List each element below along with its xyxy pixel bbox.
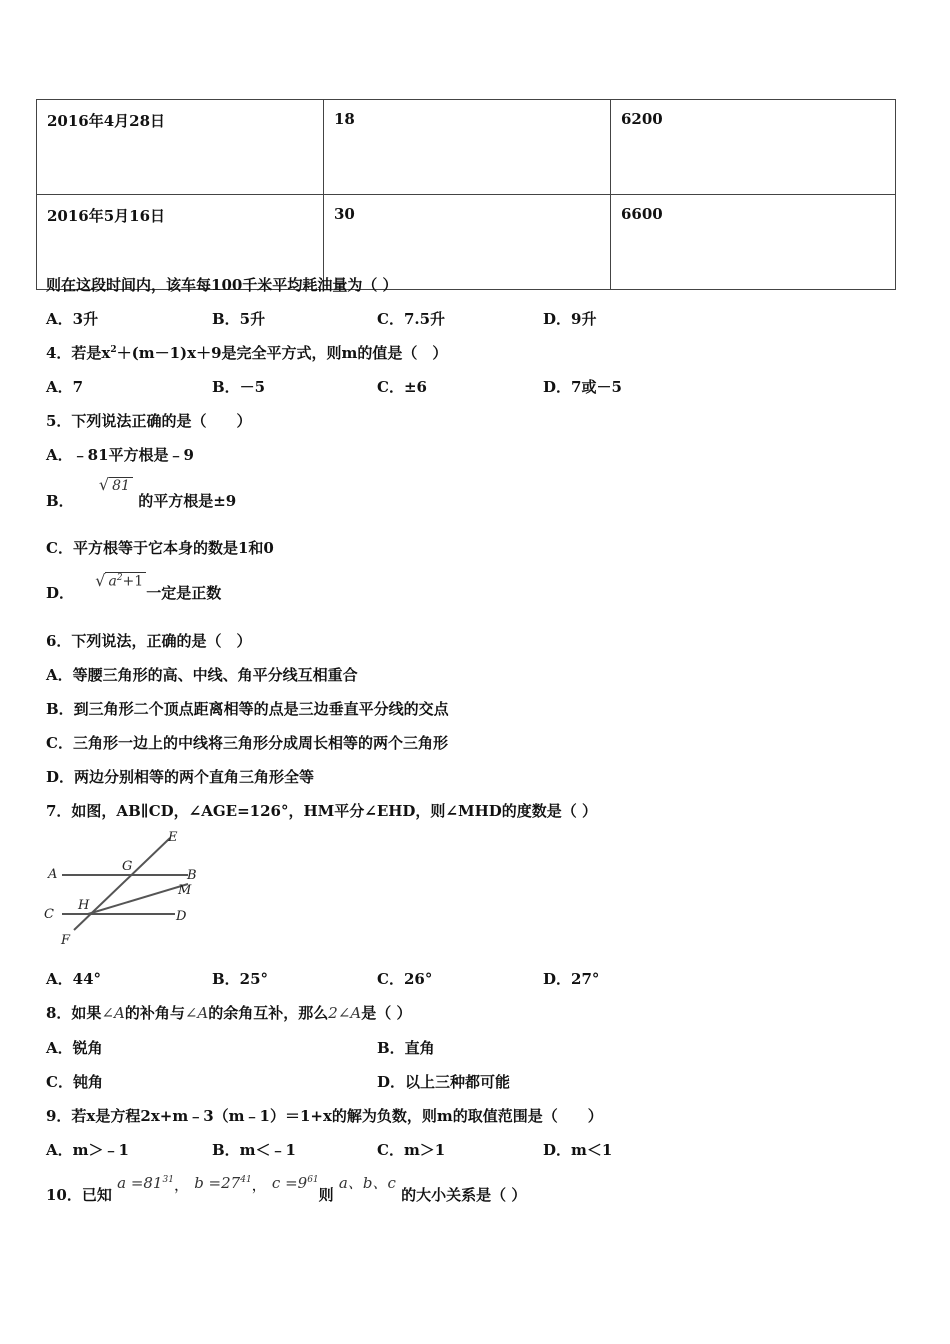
data-table <box>36 99 896 290</box>
label-a: A <box>48 867 58 882</box>
q5-option-c: C．平方根等于它本身的数是1和0 <box>46 539 274 557</box>
label-d: D <box>176 909 187 924</box>
q5-option-a: A．﹣81平方根是﹣9 <box>46 446 194 464</box>
expr-vars: a、b、c <box>338 1174 396 1192</box>
q4-option-a: A．7 <box>46 378 84 396</box>
line-hm <box>88 884 188 914</box>
expr-b: $b =27^{41}$ <box>194 1174 252 1192</box>
q4-option-d: D．7或－5 <box>543 378 622 396</box>
q3-option-d: D．9升 <box>543 310 597 328</box>
table-cell-mileage: 6600 <box>611 195 896 290</box>
label-g: G <box>122 859 133 874</box>
q8-option-d: D．以上三种都可能 <box>377 1073 511 1091</box>
q9-option-a: A．m＞﹣1 <box>46 1141 129 1159</box>
q3-stem: 则在这段时间内，该车每100千米平均耗油量为（ ） <box>46 276 398 294</box>
q3-option-a: A．3升 <box>46 310 99 328</box>
q6-stem: 6．下列说法，正确的是（ ） <box>46 632 252 650</box>
label-e: E <box>168 830 178 845</box>
sqrt-81: √ 81 <box>99 475 133 494</box>
label-m: M <box>178 883 192 898</box>
q8-stem: 8．如果∠A的补角与∠A的余角互补，那么2∠A是（ ） <box>46 1004 412 1022</box>
q7-geometry-figure <box>40 828 210 950</box>
q7-option-a: A．44° <box>46 970 102 988</box>
table-cell-fuel: 18 <box>324 100 611 195</box>
q6-option-c: C．三角形一边上的中线将三角形分成周长相等的两个三角形 <box>46 734 448 752</box>
q7-option-c: C．26° <box>377 970 433 988</box>
q9-option-d: D．m＜1 <box>543 1141 613 1159</box>
expr-a: $a =81^{31}$ <box>117 1174 174 1192</box>
q4-option-c: C．±6 <box>377 378 427 396</box>
label-c: C <box>44 907 54 922</box>
label-h: H <box>78 898 90 913</box>
q3-option-c: C．7.5升 <box>377 310 446 328</box>
q6-option-b: B．到三角形二个顶点距离相等的点是三边垂直平分线的交点 <box>46 700 449 718</box>
table-cell-mileage: 6200 <box>611 100 896 195</box>
q4-stem: 4．若是$x^2+(m-1)x+9$是完全平方式，则m的值是（ ） <box>46 344 448 362</box>
q6-option-d: D．两边分别相等的两个直角三角形全等 <box>46 768 315 786</box>
q9-option-b: B．m＜﹣1 <box>212 1141 296 1159</box>
expr-c: $c =9^{61}$ <box>271 1174 319 1192</box>
q8-option-b: B．直角 <box>377 1039 435 1057</box>
label-b: B <box>187 868 197 883</box>
q7-stem: 7．如图，AB∥CD，∠AGE=126°，HM平分∠EHD，则∠MHD的度数是（ ） <box>46 802 598 820</box>
q6-option-a: A．等腰三角形的高、中线、角平分线互相重合 <box>46 666 358 684</box>
table-row <box>37 100 896 195</box>
q5-stem: 5．下列说法正确的是（ ） <box>46 412 252 430</box>
q9-stem: 9．若x是方程2x+m﹣3（m﹣1）＝1+x的解为负数，则m的取值范围是（ ） <box>46 1107 603 1125</box>
q8-option-a: A．锐角 <box>46 1039 103 1057</box>
q9-option-c: C．m＞1 <box>377 1141 446 1159</box>
q8-option-c: C．钝角 <box>46 1073 103 1091</box>
line-ef <box>74 838 170 930</box>
table-cell-date: 2016年4月28日 <box>37 100 324 195</box>
q5-option-d: D． √ $a^2+1$一定是正数 <box>46 571 222 602</box>
sqrt-a2-plus-1: √ $a^2+1$ <box>95 571 146 590</box>
label-f: F <box>61 933 71 948</box>
q7-option-d: D．27° <box>543 970 600 988</box>
q4-option-b: B．－5 <box>212 378 266 396</box>
table-cell-fuel: 30 <box>324 195 611 290</box>
q5-option-b: B． √ 81 的平方根是±9 <box>46 475 237 510</box>
q10-stem: 10．已知 $a =81^{31}$， $b =27^{41}$， $c =9^{61}$则 a、b、c 的大小关系是（ ） <box>46 1174 527 1204</box>
q7-option-b: B．25° <box>212 970 269 988</box>
q3-option-b: B．5升 <box>212 310 266 328</box>
table-cell-date: 2016年5月16日 <box>37 195 324 290</box>
